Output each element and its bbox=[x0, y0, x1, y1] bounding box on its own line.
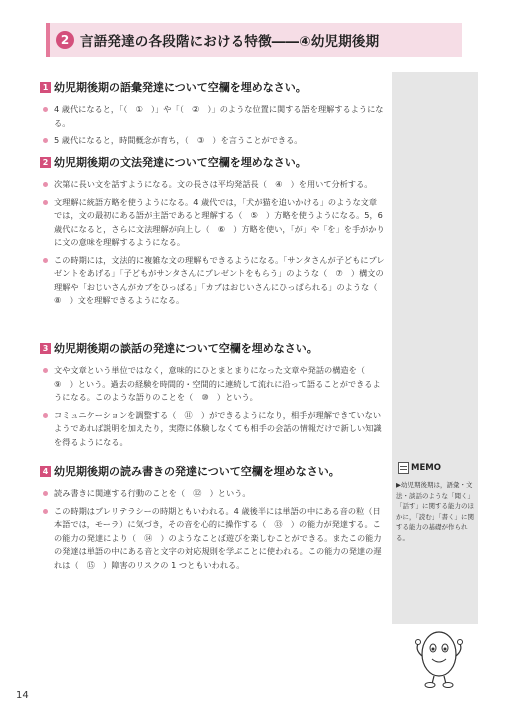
section-title: 幼児期後期の談話の発達について空欄を埋めなさい。 bbox=[54, 342, 318, 355]
bullet-dot-icon bbox=[43, 138, 48, 143]
section-grammar bbox=[40, 154, 385, 312]
mascot-egg-character-icon bbox=[412, 626, 466, 690]
bullet-dot-icon bbox=[43, 368, 48, 373]
section-literacy bbox=[40, 463, 385, 576]
bullet-dot-icon bbox=[43, 107, 48, 112]
list-item-text: この時期はプレリテラシーの時期ともいわれる。4 歳後半には単語の中にある音の粒（日本語では，モーラ）に気づき，その音を心的に操作する（ ⑬ ）の能力が発達する。この能力の発達により（ ⑭ ）のようなことば遊びを楽しむことができる。またこの能力の発達は単語の中にある音と文字の対応規則を学ぶことに使われる。この能力の発達の遅れは（ ⑮ ）障害のリスクの 1 つともいわれる。 bbox=[54, 505, 382, 570]
section-heading bbox=[40, 340, 385, 356]
section-title: 幼児期後期の語彙発達について空欄を埋めなさい。 bbox=[54, 81, 307, 94]
bullet-dot-icon bbox=[43, 509, 48, 514]
list-item-text: 読み書きに関連する行動のことを（ ⑫ ）という。 bbox=[54, 488, 251, 498]
section-number-badge: 4 bbox=[40, 466, 51, 477]
section-title: 幼児期後期の文法発達について空欄を埋めなさい。 bbox=[54, 156, 307, 169]
section-number-badge: 3 bbox=[40, 343, 51, 354]
section-number-badge: 2 bbox=[40, 157, 51, 168]
bullet-dot-icon bbox=[43, 258, 48, 263]
header-number-badge: 2 bbox=[56, 31, 74, 49]
bullet-dot-icon bbox=[43, 413, 48, 418]
bullet-list bbox=[40, 103, 385, 148]
bullet-list bbox=[40, 178, 385, 308]
list-item bbox=[40, 409, 385, 450]
page-number: 14 bbox=[16, 690, 29, 701]
memo-note-icon bbox=[398, 462, 409, 474]
memo-text: ▶幼児期後期は，語彙・文法・談話のような「聞く」「話す」に関する能力のほかに，「読む」「書く」に関する能力の基礎が作られる。 bbox=[396, 481, 474, 542]
list-item bbox=[40, 178, 385, 192]
section-heading bbox=[40, 463, 385, 479]
chapter-header bbox=[46, 23, 462, 57]
section-vocabulary bbox=[40, 79, 385, 152]
memo-heading bbox=[398, 462, 478, 474]
page-title: 言語発達の各段階における特徴――④幼児期後期 bbox=[80, 34, 380, 50]
list-item-text: 文や文章という単位ではなく，意味的にひとまとまりになった文章や発話の構造を（ ⑨ ）という。過去の経験を時間的・空間的に連続して流れに沿って語ることができるようになる。このような語りのことを（ ⑩ ）という。 bbox=[54, 365, 381, 402]
section-number-badge: 1 bbox=[40, 82, 51, 93]
list-item bbox=[40, 134, 385, 148]
bullet-dot-icon bbox=[43, 200, 48, 205]
memo-title: MEMO bbox=[411, 463, 441, 473]
section-heading bbox=[40, 79, 385, 95]
list-item bbox=[40, 364, 385, 405]
bullet-list bbox=[40, 487, 385, 572]
list-item bbox=[40, 103, 385, 130]
list-item-text: 4 歳代になると，「（ ① ）」や「（ ② ）」のような位置に関する語を理解するようになる。 bbox=[54, 104, 384, 128]
list-item bbox=[40, 254, 385, 308]
bullet-dot-icon bbox=[43, 491, 48, 496]
list-item-text: 次第に長い文を話すようになる。文の長さは平均発話長（ ④ ）を用いて分析する。 bbox=[54, 179, 373, 189]
list-item-text: コミュニケーションを調整する（ ⑪ ）ができるようになり，相手が理解できていないようであれば説明を加えたり，実際に体験しなくても相手の会話の情報だけで新しい知識を得るようになる。 bbox=[54, 409, 382, 447]
list-item bbox=[40, 505, 385, 573]
list-item bbox=[40, 487, 385, 501]
section-discourse bbox=[40, 340, 385, 453]
list-item-text: 5 歳代になると，時間概念が育ち，（ ③ ）を言うことができる。 bbox=[54, 135, 303, 145]
bullet-list bbox=[40, 364, 385, 449]
memo-box bbox=[392, 462, 478, 543]
section-title: 幼児期後期の読み書きの発達について空欄を埋めなさい。 bbox=[54, 465, 340, 478]
list-item-text: この時期には，文法的に複雑な文の理解もできるようになる。「サンタさんが子どもにプレゼントをあげる」「子どもがサンタさんにプレゼントをもらう」のような（ ⑦ ）構文の理解や「おじいさんがカブをひっぱる」「カブはおじいさんにひっぱられる」のような（ ⑧ ）文を理解できるようになる。 bbox=[54, 254, 386, 305]
section-heading bbox=[40, 154, 385, 170]
bullet-dot-icon bbox=[43, 182, 48, 187]
list-item-text: 文理解に統語方略を使うようになる。4 歳代では，「犬が猫を追いかける」のような文章では，文の最初にある語が主語であると理解する（ ⑤ ）方略を使うようになる。5，6 歳代になると，さらに文法理解が向上し（ ⑥ ）方略を使い，「が」や「を」を手がかりに文の意味を理解するようになる。 bbox=[54, 196, 385, 247]
list-item bbox=[40, 196, 385, 250]
